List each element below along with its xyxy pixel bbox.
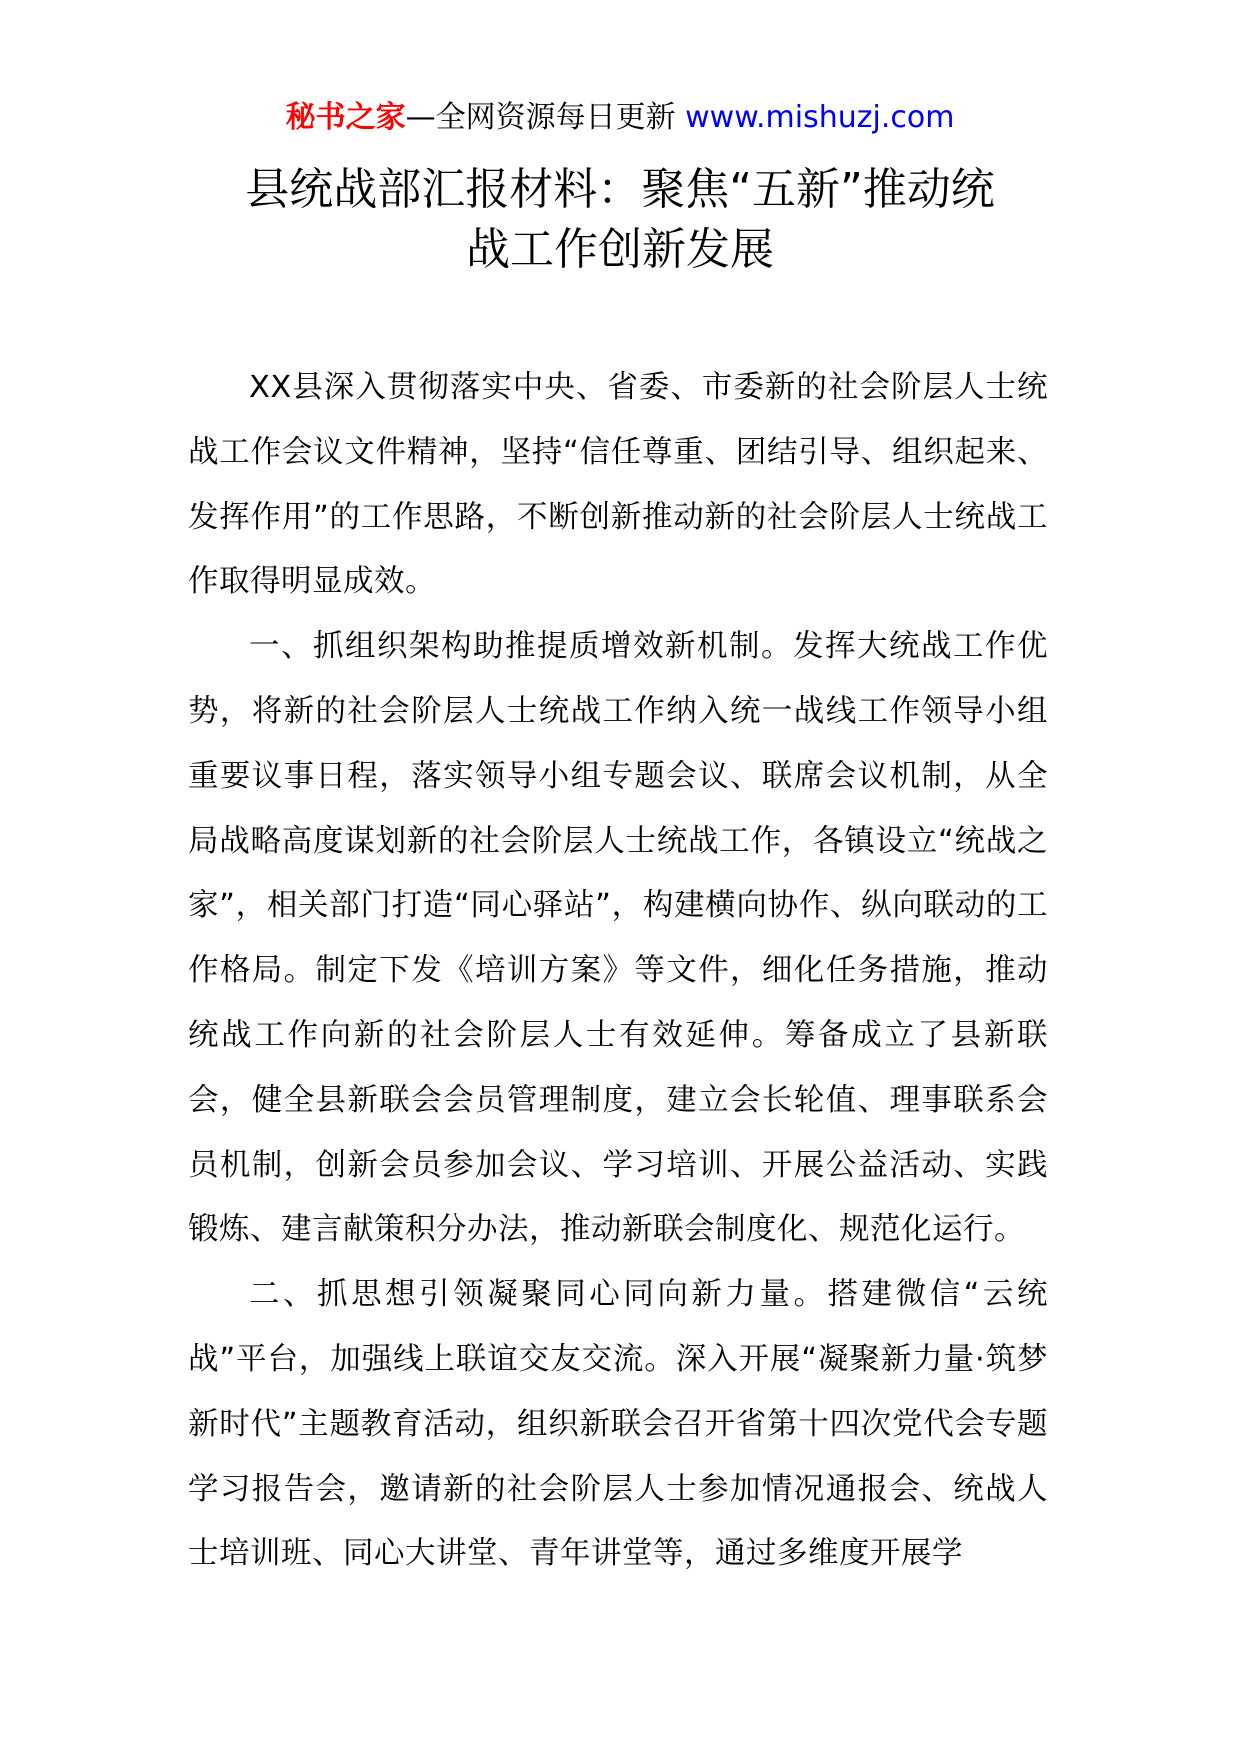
paragraph-intro: XX县深入贯彻落实中央、省委、市委新的社会阶层人士统战工作会议文件精神，坚持“信任尊重、团结引导、组织起来、发挥作用”的工作思路，不断创新推动新的社会阶层人士统战工作取得明显成效。 [188,370,1048,600]
banner-tagline: —全网资源每日更新 [405,100,686,135]
paragraph-section-1: 一、抓组织架构助推提质增效新机制。发挥大统战工作优势，将新的社会阶层人士统战工作纳入统一战线工作领导小组重要议事日程，落实领导小组专题会议、联席会议机制，从全局战略高度谋划新的社会阶层人士统战工作，各镇设立“统战之家”，相关部门打造“同心驿站”，构建横向协作、纵向联动的工作格局。制定下发《培训方案》等文件，细化任务措施，推动统战工作向新的社会阶层人士有效延伸。筹备成立了县新联会，健全县新联会会员管理制度，建立会长轮值、理事联系会员机制，创新会员参加会议、学习培训、开展公益活动、实践锻炼、建言献策积分办法，推动新联会制度化、规范化运行。 [188,629,1048,1248]
site-banner [0,98,1240,138]
title-line-1: 县统战部汇报材料：聚焦“五新”推动统 [245,164,995,215]
paragraph-section-2: 二、抓思想引领凝聚同心同向新力量。搭建微信“云统战”平台，加强线上联谊交友交流。深入开展“凝聚新力量·筑梦新时代”主题教育活动，组织新联会召开省第十四次党代会专题学习报告会，邀请新的社会阶层人士参加情况通报会、统战人士培训班、同心大讲堂、青年讲堂等，通过多维度开展学 [188,1277,1048,1572]
banner-brand: 秘书之家 [285,100,406,135]
document-title [0,160,1240,280]
title-line-2: 战工作创新发展 [466,224,774,275]
document-body [188,356,1048,1587]
banner-url-link[interactable]: www.mishuzj.com [685,100,955,135]
